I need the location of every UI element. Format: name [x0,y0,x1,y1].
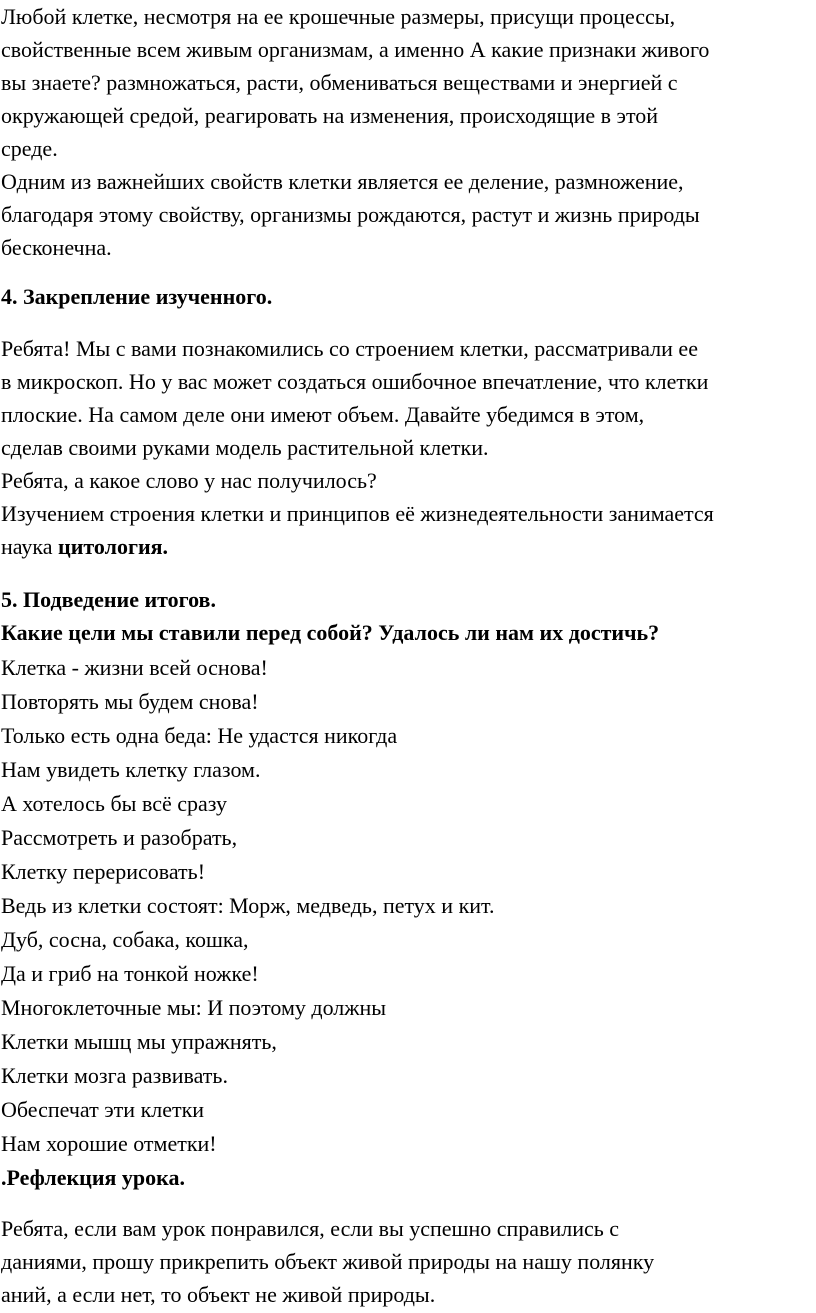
poem-line: А хотелось бы всё сразу [1,791,227,816]
section4-line: Ребята, а какое слово у нас получилось? [1,468,377,493]
intro-line: окружающей средой, реагировать на изменения, происходящие в этой [1,103,659,128]
poem-line: Клетку перерисовать! [1,859,206,884]
poem-line: Нам увидеть клетку глазом. [1,757,261,782]
section4-last-line [1,533,168,560]
section4-line: в микроскоп. Но у вас может создаться ошибочное впечатление, что клетки [1,369,709,394]
poem-line: Рассмотреть и разобрать, [1,825,238,850]
intro-line: благодаря этому свойству, организмы рождаются, растут и жизнь природы [1,202,700,227]
intro-line: бесконечна. [1,235,112,260]
section4-last-line-prefix: наука [1,534,59,559]
reflection-line: даниями, прошу прикрепить объект живой природы на нашу полянку [1,1249,655,1274]
poem-line: Только есть одна беда: Не удастся никогда [1,723,398,748]
section5-heading: 5. Подведение итогов. [1,587,216,612]
section4-line: сделав своими руками модель растительной клетки. [1,435,489,460]
reflection-line: аний, а если нет, то объект не живой природы. [1,1282,436,1307]
poem-line: Нам хорошие отметки! [1,1131,217,1156]
reflection-heading: .Рефлекция урока. [1,1165,185,1190]
section4-line: Изучением строения клетки и принципов её жизнедеятельности занимается [1,501,714,526]
poem-line: Клетка - жизни всей основа! [1,655,268,680]
intro-line: Одним из важнейших свойств клетки является ее деление, размножение, [1,169,684,194]
intro-line: Любой клетке, несмотря на ее крошечные размеры, присущи процессы, [1,4,676,29]
section4-line: плоские. На самом деле они имеют объем. Давайте убедимся в этом, [1,402,645,427]
section4-line: Ребята! Мы с вами познакомились со строением клетки, рассматривали ее [1,336,698,361]
science-term: цитология. [58,534,169,559]
poem-line: Дуб, сосна, собака, кошка, [1,927,249,952]
section5-question: Какие цели мы ставили перед собой? Удалось ли нам их достичь? [1,620,660,645]
poem-line: Обеспечат эти клетки [1,1097,205,1122]
poem-line: Многоклеточные мы: И поэтому должны [1,995,387,1020]
poem-line: Повторять мы будем снова! [1,689,259,714]
intro-line: вы знаете? размножаться, расти, обмениваться веществами и энергией с [1,70,678,95]
poem-line: Ведь из клетки состоят: Морж, медведь, петух и кит. [1,893,495,918]
poem-line: Клетки мозга развивать. [1,1063,228,1088]
intro-line: среде. [1,136,58,161]
poem-line: Да и гриб на тонкой ножке! [1,961,259,986]
intro-line: свойственные всем живым организмам, а именно А какие признаки живого [1,37,710,62]
section4-heading: 4. Закрепление изученного. [1,284,273,309]
reflection-line: Ребята, если вам урок понравился, если вы успешно справились с [1,1216,620,1241]
poem-line: Клетки мышц мы упражнять, [1,1029,277,1054]
